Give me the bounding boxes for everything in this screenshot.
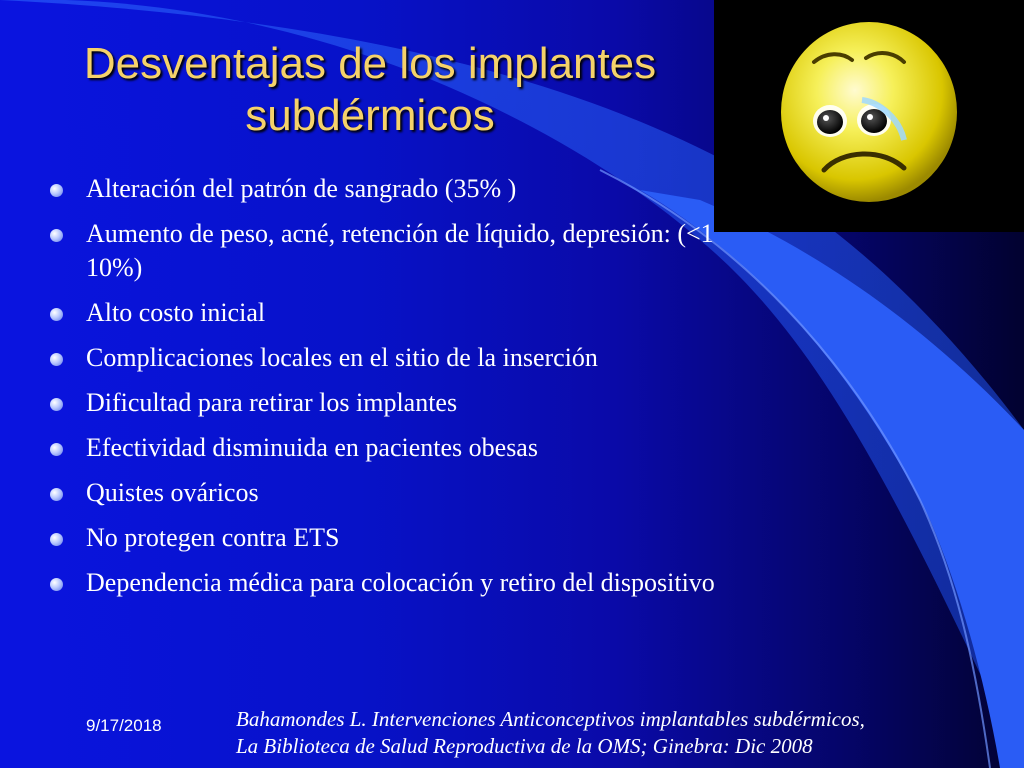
bullet-dot-icon: [50, 443, 63, 456]
slide-title: [30, 38, 710, 142]
bullet-dot-icon: [50, 578, 63, 591]
bullet-dot-icon: [50, 533, 63, 546]
bullet-dot-icon: [50, 229, 63, 242]
reference-line-2: La Biblioteca de Salud Reproductiva de la OMS; Ginebra: Dic 2008: [236, 734, 813, 758]
bullet-text: Quistes ováricos: [86, 478, 259, 507]
slide-date: 9/17/2018: [86, 716, 162, 735]
bullet-item: [48, 217, 848, 285]
bullet-item: [48, 386, 848, 420]
bullet-text: Dependencia médica para colocación y retiro del dispositivo: [86, 568, 715, 597]
bullet-text: Complicaciones locales en el sitio de la inserción: [86, 343, 598, 372]
bullet-item: [48, 566, 848, 600]
bullet-item: [48, 431, 848, 465]
bullet-item: [48, 296, 848, 330]
bullet-text-continued: 10%): [86, 253, 143, 282]
bullet-text: Efectividad disminuida en pacientes obesas: [86, 433, 538, 462]
bullet-item: [48, 341, 848, 375]
reference-citation: [236, 706, 1016, 760]
bullet-text: Alto costo inicial: [86, 298, 266, 327]
title-line-1: Desventajas de los implantes: [83, 39, 657, 88]
bullet-item: [48, 476, 848, 510]
bullet-text: Alteración del patrón de sangrado (35% ): [86, 174, 517, 203]
reference-line-1: Bahamondes L. Intervenciones Anticonceptivos implantables subdérmicos,: [236, 707, 865, 731]
title-line-2: subdérmicos: [245, 91, 495, 140]
bullet-dot-icon: [50, 184, 63, 197]
bullet-dot-icon: [50, 308, 63, 321]
bullet-dot-icon: [50, 353, 63, 366]
bullet-text: Aumento de peso, acné, retención de líquido, depresión: (<1: [86, 219, 714, 248]
bullet-text: Dificultad para retirar los implantes: [86, 388, 458, 417]
bullet-dot-icon: [50, 488, 63, 501]
bullet-item: [48, 172, 848, 206]
bullet-item: [48, 521, 848, 555]
bullet-list: [48, 172, 848, 611]
bullet-text: No protegen contra ETS: [86, 523, 340, 552]
bullet-dot-icon: [50, 398, 63, 411]
